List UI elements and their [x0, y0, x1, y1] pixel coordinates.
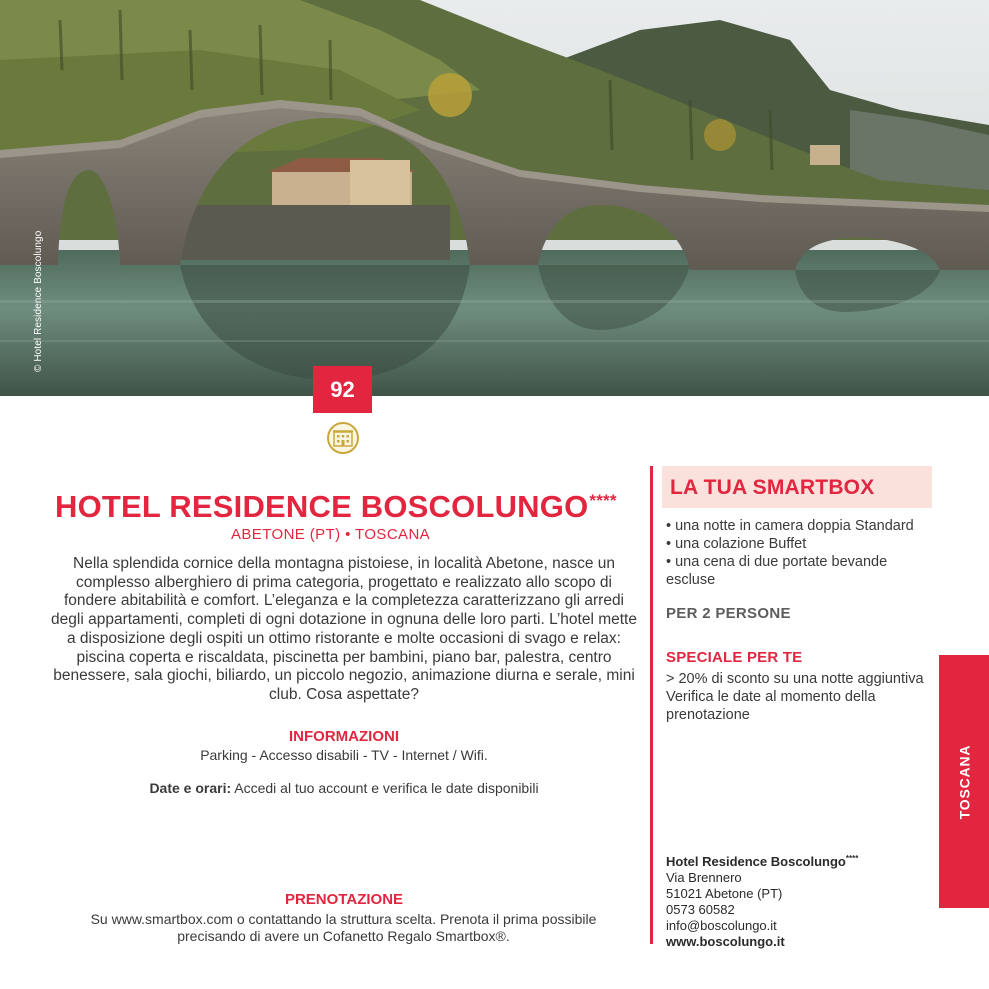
hotel-name: HOTEL RESIDENCE BOSCOLUNGO: [55, 489, 589, 524]
contact-address: Via Brennero: [666, 870, 742, 885]
category-badge: [327, 422, 359, 454]
booking-text: Su www.smartbox.com o contattando la struttura scelta. Prenota il prima possibile precisando di avere un Cofanetto Regalo Smartbox®.: [90, 911, 597, 944]
feature-item: • una notte in camera doppia Standard: [666, 518, 914, 534]
contact-email[interactable]: info@boscolungo.it: [666, 918, 777, 933]
dates-text: Accedi al tuo account e verifica le date disponibili: [234, 780, 539, 796]
region-label: TOSCANA: [956, 744, 973, 819]
booking-heading: PRENOTAZIONE: [284, 891, 404, 908]
feature-item: • una cena di due portate bevande escluse: [666, 554, 888, 588]
feature-item: • una colazione Buffet: [666, 536, 807, 552]
special-offer-heading: SPECIALE PER TE: [666, 649, 803, 666]
hotel-title: [55, 489, 645, 525]
photo-credit: © Hotel Residence Boscolungo: [33, 230, 44, 372]
hero-photo: [0, 0, 989, 396]
hotel-location: ABETONE (PT) • TOSCANA: [231, 526, 431, 543]
special-offer-text: [666, 670, 936, 724]
persons-label: PER 2 PERSONE: [666, 605, 791, 622]
info-amenities: Parking - Accesso disabili - TV - Internet / Wifi.: [200, 747, 488, 763]
column-divider: [650, 466, 653, 944]
dates-info: [48, 780, 640, 796]
hotel-description: Nella splendida cornice della montagna pistoiese, in località Abetone, nasce un complesso alberghiero di prima categoria, progettato e realizzato allo scopo di fondere abitabilità e comfort. L’eleganza e la completezza caratterizzano gli arredi degli appartamenti, completi di ogni dotazione in ognuna delle loro parti. L’hotel mette a disposizione degli ospiti un ottimo ristorante e molte occasioni di svago e relax: piscina coperta e riscaldata, piscinetta per bambini, piano bar, palestra, centro benessere, sala giochi, biliardo, un piccolo negozio, animazione diurna e serale, mini club. Cosa aspettate?: [51, 555, 637, 703]
info-heading: INFORMAZIONI: [289, 728, 399, 745]
page-number: 92: [313, 366, 372, 413]
contact-hotel-name: Hotel Residence Boscolungo: [666, 854, 846, 869]
contact-stars: ****: [845, 854, 859, 863]
hotel-stars: ****: [589, 491, 617, 510]
dates-label: Date e orari:: [149, 780, 232, 796]
contact-name: [666, 851, 936, 870]
special-offer-line: Verifica le date al momento della prenotazione: [666, 689, 876, 723]
region-tab: [939, 655, 989, 908]
special-offer-line: > 20% di sconto su una notte aggiuntiva: [666, 671, 924, 687]
hotel-facade-icon: [333, 429, 353, 447]
smartbox-features: [666, 517, 936, 589]
bridge-landscape-image: [0, 0, 989, 396]
contact-block: [666, 851, 936, 950]
contact-city: 51021 Abetone (PT): [666, 886, 783, 901]
smartbox-heading: LA TUA SMARTBOX: [662, 466, 932, 508]
contact-website-link[interactable]: www.boscolungo.it: [666, 934, 785, 949]
contact-phone[interactable]: 0573 60582: [666, 902, 735, 917]
